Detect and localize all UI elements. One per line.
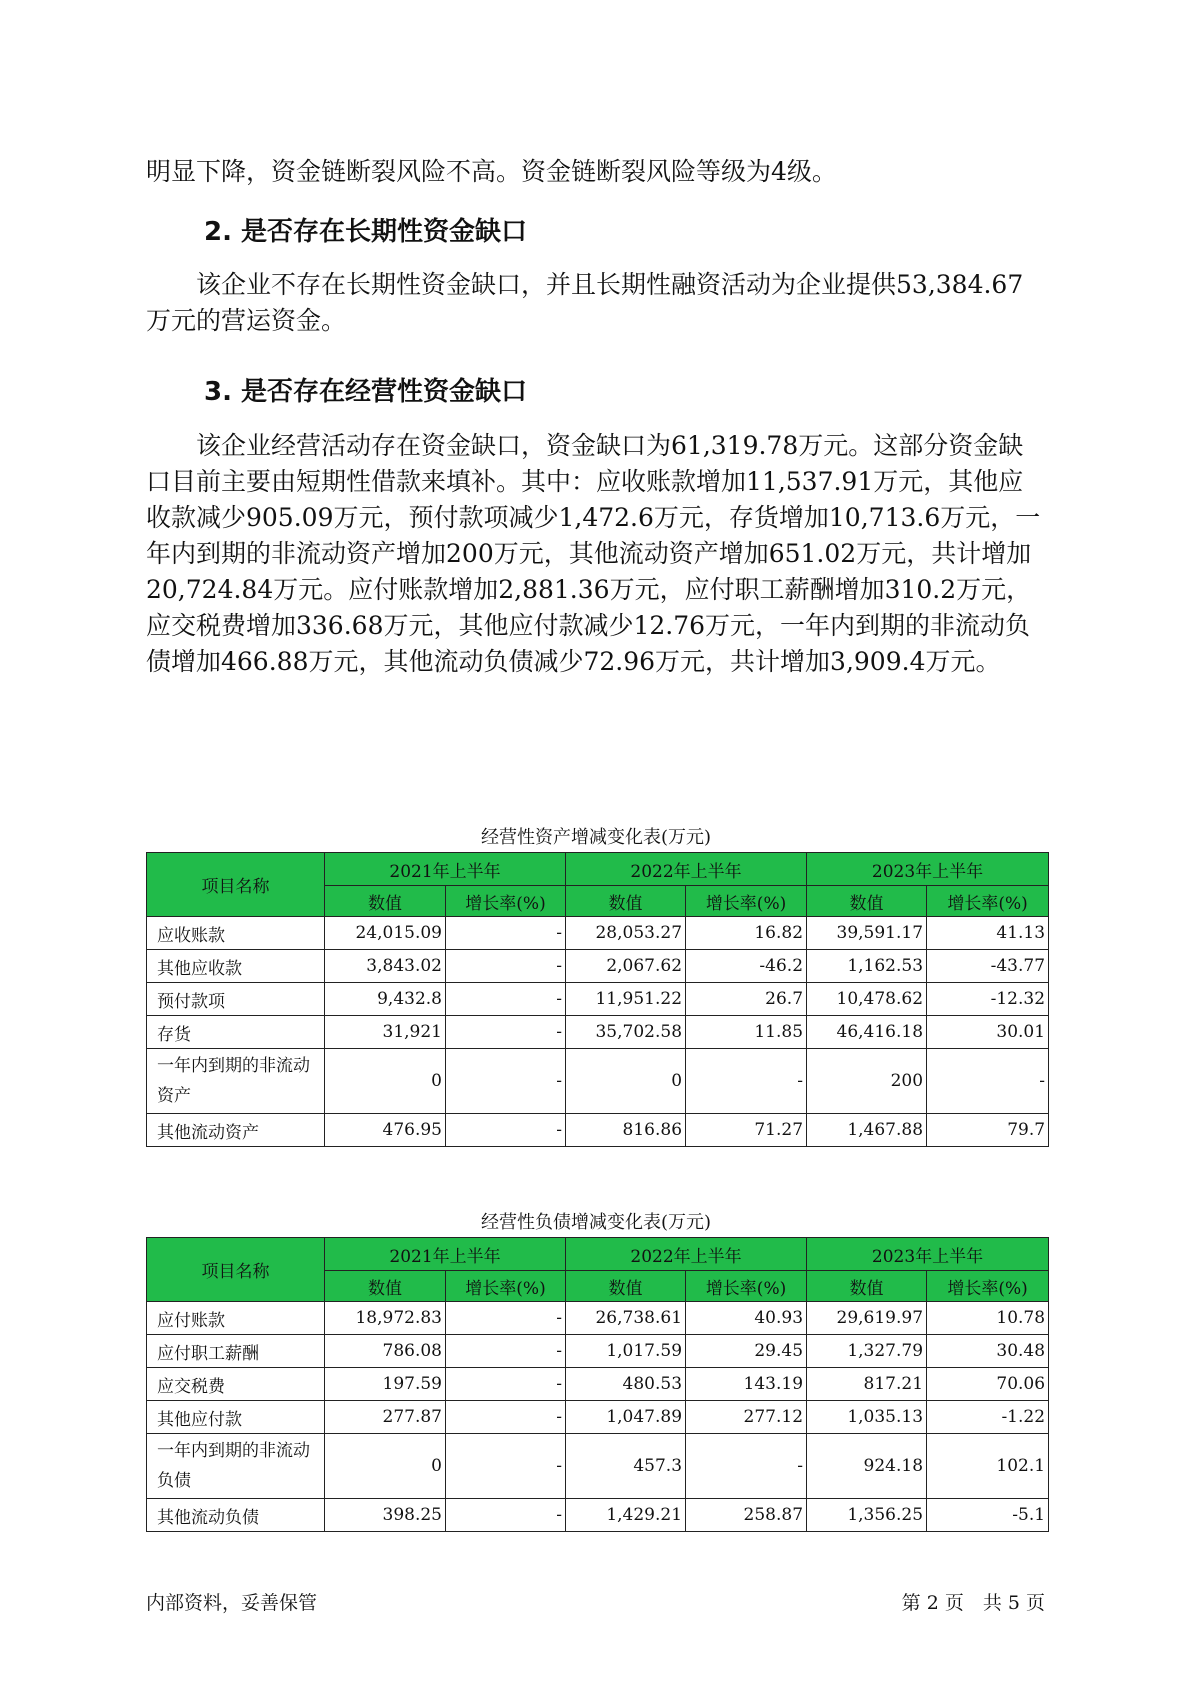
value-cell: 11,951.22: [566, 983, 686, 1016]
table-row: [147, 1434, 1049, 1499]
value-cell: 39,591.17: [807, 917, 927, 950]
value-cell: -: [446, 1335, 566, 1368]
row-label-cell: 应交税费: [147, 1368, 325, 1401]
value-cell: 398.25: [325, 1499, 446, 1532]
value-cell: 71.27: [686, 1114, 807, 1147]
value-cell: 79.7: [927, 1114, 1049, 1147]
header-item-name: 项目名称: [147, 853, 325, 917]
value-cell: -46.2: [686, 950, 807, 983]
value-cell: -: [446, 983, 566, 1016]
value-cell: 277.87: [325, 1401, 446, 1434]
value-cell: 9,432.8: [325, 983, 446, 1016]
value-cell: -: [446, 1434, 566, 1499]
header-growth: 增长率(%): [927, 1271, 1049, 1302]
header-item-name: 项目名称: [147, 1238, 325, 1302]
value-cell: 277.12: [686, 1401, 807, 1434]
value-cell: 1,356.25: [807, 1499, 927, 1532]
table-row: [147, 1368, 1049, 1401]
value-cell: 0: [325, 1434, 446, 1499]
value-cell: -: [446, 1401, 566, 1434]
row-label-cell: 存货: [147, 1016, 325, 1049]
header-2021: 2021年上半年: [325, 1238, 566, 1271]
value-cell: -: [446, 950, 566, 983]
row-label-cell: 其他流动负债: [147, 1499, 325, 1532]
section-heading-2: 2. 是否存在长期性资金缺口: [204, 217, 528, 247]
value-cell: 102.1: [927, 1434, 1049, 1499]
table-row: [147, 1499, 1049, 1532]
header-growth: 增长率(%): [446, 886, 566, 917]
value-cell: 29.45: [686, 1335, 807, 1368]
header-growth: 增长率(%): [686, 886, 807, 917]
section-heading-3: 3. 是否存在经营性资金缺口: [204, 377, 528, 407]
header-2021: 2021年上半年: [325, 853, 566, 886]
row-label-cell: 其他应收款: [147, 950, 325, 983]
row-label-cell: 其他流动资产: [147, 1114, 325, 1147]
value-cell: 26.7: [686, 983, 807, 1016]
value-cell: 10,478.62: [807, 983, 927, 1016]
header-2023: 2023年上半年: [807, 853, 1049, 886]
value-cell: 816.86: [566, 1114, 686, 1147]
value-cell: 480.53: [566, 1368, 686, 1401]
value-cell: -: [446, 1499, 566, 1532]
value-cell: -: [927, 1049, 1049, 1114]
header-value: 数值: [325, 1271, 446, 1302]
header-2022: 2022年上半年: [566, 1238, 807, 1271]
value-cell: 29,619.97: [807, 1302, 927, 1335]
value-cell: -: [446, 1302, 566, 1335]
footer-confidential: 内部资料，妥善保管: [146, 1592, 318, 1614]
value-cell: 200: [807, 1049, 927, 1114]
header-value: 数值: [566, 886, 686, 917]
value-cell: 2,067.62: [566, 950, 686, 983]
table-row: [147, 1114, 1049, 1147]
value-cell: -: [446, 1016, 566, 1049]
paragraph-2: 该企业不存在长期性资金缺口，并且长期性融资活动为企业提供53,384.67万元的营运资金。: [146, 270, 1024, 335]
value-cell: 1,327.79: [807, 1335, 927, 1368]
table-row: [147, 1401, 1049, 1434]
value-cell: -5.1: [927, 1499, 1049, 1532]
operating-assets-table: [146, 852, 1049, 1147]
value-cell: 1,035.13: [807, 1401, 927, 1434]
operating-liabilities-table: [146, 1237, 1049, 1532]
value-cell: 258.87: [686, 1499, 807, 1532]
value-cell: 1,162.53: [807, 950, 927, 983]
table-row: [147, 1049, 1049, 1114]
paragraph-3: 该企业经营活动存在资金缺口，资金缺口为61,319.78万元。这部分资金缺口目前主要由短期性借款来填补。其中：应收账款增加11,537.91万元，其他应收款减少905.09万元，预付款项减少1,472.6万元，存货增加10,713.6万元，一年内到期的非流动资产增加200万元，其他流动资产增加651.02万元，共计增加20,724.84万元。应付账款增加2,881.36万元，应付职工薪酬增加310.2万元，应交税费增加336.68万元，其他应付款减少12.76万元，一年内到期的非流动负债增加466.88万元，其他流动负债减少72.96万元，共计增加3,909.4万元。: [146, 431, 1041, 676]
table-row: [147, 983, 1049, 1016]
value-cell: 0: [566, 1049, 686, 1114]
table2-caption: 经营性负债增减变化表(万元): [480, 1212, 712, 1233]
value-cell: -: [446, 1049, 566, 1114]
header-value: 数值: [807, 886, 927, 917]
value-cell: -: [446, 917, 566, 950]
value-cell: 70.06: [927, 1368, 1049, 1401]
header-growth: 增长率(%): [446, 1271, 566, 1302]
table2-body: [147, 1302, 1049, 1532]
value-cell: 476.95: [325, 1114, 446, 1147]
table-row: [147, 950, 1049, 983]
footer-page-number: 第 2 页 共 5 页: [901, 1592, 1045, 1614]
value-cell: 18,972.83: [325, 1302, 446, 1335]
value-cell: -12.32: [927, 983, 1049, 1016]
header-2022: 2022年上半年: [566, 853, 807, 886]
row-label-cell: 一年内到期的非流动负债: [147, 1434, 325, 1499]
value-cell: 10.78: [927, 1302, 1049, 1335]
value-cell: 16.82: [686, 917, 807, 950]
value-cell: -43.77: [927, 950, 1049, 983]
value-cell: 1,047.89: [566, 1401, 686, 1434]
row-label-cell: 其他应付款: [147, 1401, 325, 1434]
value-cell: 1,429.21: [566, 1499, 686, 1532]
value-cell: 26,738.61: [566, 1302, 686, 1335]
paragraph-intro: 明显下降，资金链断裂风险不高。资金链断裂风险等级为4级。: [146, 157, 837, 186]
value-cell: 457.3: [566, 1434, 686, 1499]
row-label-cell: 一年内到期的非流动资产: [147, 1049, 325, 1114]
value-cell: 46,416.18: [807, 1016, 927, 1049]
value-cell: 197.59: [325, 1368, 446, 1401]
table-row: [147, 1302, 1049, 1335]
value-cell: 3,843.02: [325, 950, 446, 983]
value-cell: 1,467.88: [807, 1114, 927, 1147]
value-cell: 924.18: [807, 1434, 927, 1499]
value-cell: -: [686, 1434, 807, 1499]
header-growth: 增长率(%): [927, 886, 1049, 917]
value-cell: -1.22: [927, 1401, 1049, 1434]
value-cell: 1,017.59: [566, 1335, 686, 1368]
value-cell: 143.19: [686, 1368, 807, 1401]
value-cell: 41.13: [927, 917, 1049, 950]
value-cell: 0: [325, 1049, 446, 1114]
row-label-cell: 预付款项: [147, 983, 325, 1016]
value-cell: -: [686, 1049, 807, 1114]
value-cell: 30.01: [927, 1016, 1049, 1049]
row-label-cell: 应付职工薪酬: [147, 1335, 325, 1368]
value-cell: -: [446, 1368, 566, 1401]
table1-caption: 经营性资产增减变化表(万元): [480, 827, 712, 848]
table-row: [147, 1016, 1049, 1049]
value-cell: 24,015.09: [325, 917, 446, 950]
row-label-cell: 应收账款: [147, 917, 325, 950]
value-cell: 40.93: [686, 1302, 807, 1335]
header-growth: 增长率(%): [686, 1271, 807, 1302]
row-label-cell: 应付账款: [147, 1302, 325, 1335]
value-cell: 11.85: [686, 1016, 807, 1049]
table-row: [147, 917, 1049, 950]
value-cell: 35,702.58: [566, 1016, 686, 1049]
table-row: [147, 1335, 1049, 1368]
value-cell: -: [446, 1114, 566, 1147]
header-2023: 2023年上半年: [807, 1238, 1049, 1271]
value-cell: 30.48: [927, 1335, 1049, 1368]
value-cell: 28,053.27: [566, 917, 686, 950]
header-value: 数值: [566, 1271, 686, 1302]
value-cell: 31,921: [325, 1016, 446, 1049]
value-cell: 786.08: [325, 1335, 446, 1368]
table1-body: [147, 917, 1049, 1147]
value-cell: 817.21: [807, 1368, 927, 1401]
header-value: 数值: [807, 1271, 927, 1302]
header-value: 数值: [325, 886, 446, 917]
